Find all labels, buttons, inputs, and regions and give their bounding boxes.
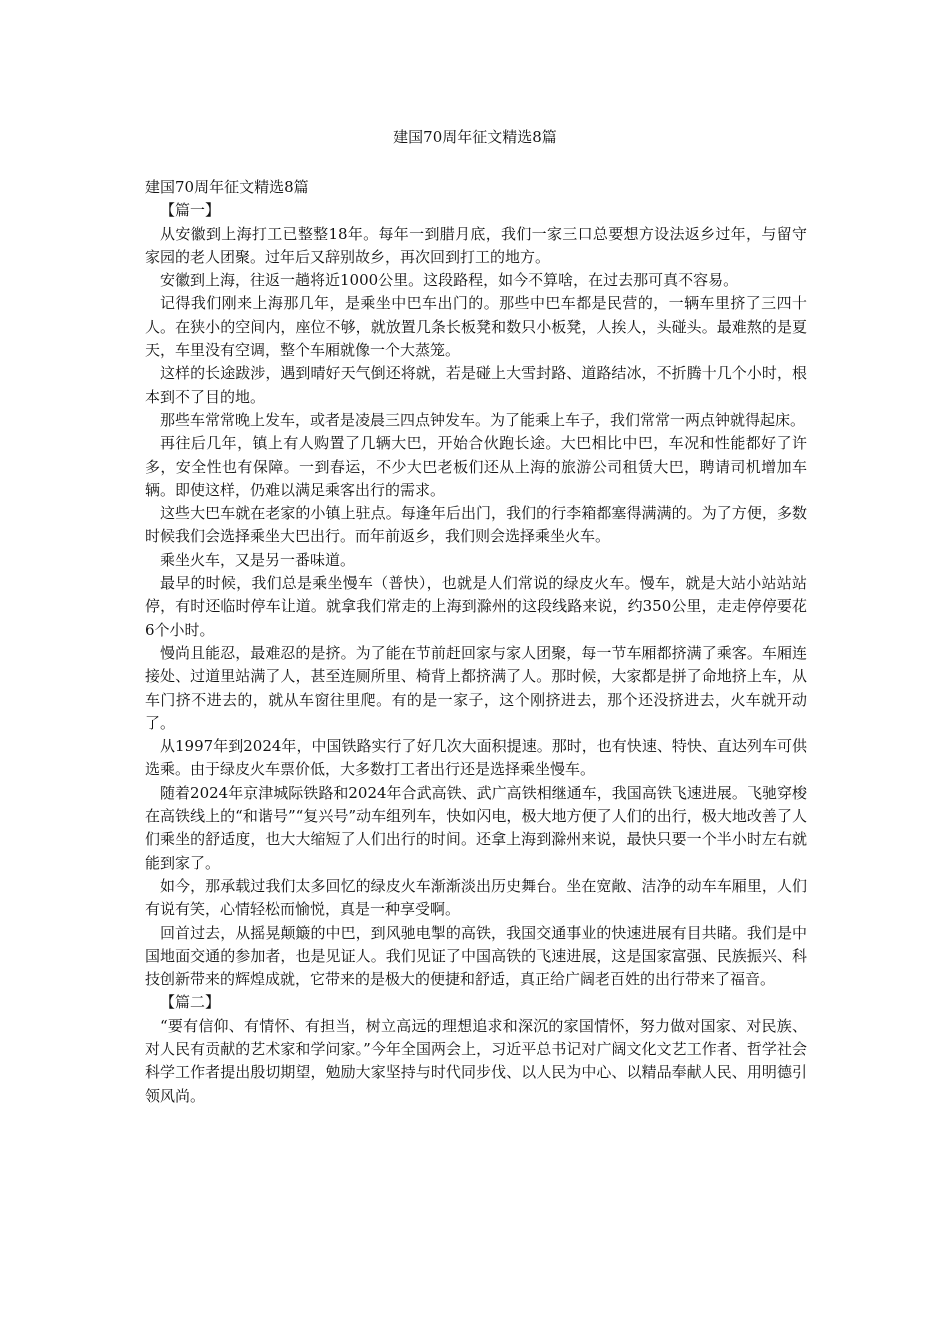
paragraph: 回首过去，从摇晃颠簸的中巴，到风驰电掣的高铁，我国交通事业的快速进展有目共睹。我们是中国地面交通的参加者，也是见证人。我们见证了中国高铁的飞速进展，这是国家富强、民族振兴、科技创新带来的辉煌成就，它带来的是极大的便捷和舒适，真正给广阔老百姓的出行带来了福音。 xyxy=(145,923,807,989)
paragraph: 从安徽到上海打工已整整18年。每年一到腊月底，我们一家三口总要想方设法返乡过年，与留守家园的老人团聚。过年后又辞别故乡，再次回到打工的地方。 xyxy=(145,224,807,266)
paragraph: 再往后几年，镇上有人购置了几辆大巴，开始合伙跑长途。大巴相比中巴，车况和性能都好了许多，安全性也有保障。一到春运，不少大巴老板们还从上海的旅游公司租赁大巴，聘请司机增加车辆。即使这样，仍难以满足乘客出行的需求。 xyxy=(145,434,807,499)
paragraph: 随着2024年京津城际铁路和2024年合武高铁、武广高铁相继通车，我国高铁飞速进展。飞驰穿梭在高铁线上的“和谐号”“复兴号”动车组列车，快如闪电，极大地方便了人们的出行，极大地改善了人们乘坐的舒适度，也大大缩短了人们出行的时间。还拿上海到滁州来说，最快只要一个半小时左右就能到家了。 xyxy=(145,783,807,872)
paragraph: 安徽到上海，往返一趟将近1000公里。这段路程，如今不算啥，在过去那可真不容易。 xyxy=(160,271,739,290)
paragraph: 那些车常常晚上发车，或者是凌晨三四点钟发车。为了能乘上车子，我们常常一两点钟就得起床。 xyxy=(160,410,806,429)
paragraph: 从1997年到2024年，中国铁路实行了好几次大面积提速。那时，也有快速、特快、直达列车可供选乘。由于绿皮火车票价低，大多数打工者出行还是选择乘坐慢车。 xyxy=(145,737,807,779)
paragraph: “要有信仰、有情怀、有担当，树立高远的理想追求和深沉的家国情怀，努力做对国家、对民族、对人民有贡献的艺术家和学问家。”今年全国两会上，习近平总书记对广阔文化文艺工作者、哲学社会科学工作者提出殷切期望，勉励大家坚持与时代同步伐、以人民为中心、以精品奉献人民、用明德引领风尚。 xyxy=(145,1016,807,1105)
paragraph: 这些大巴车就在老家的小镇上驻点。每逢年后出门，我们的行李箱都塞得满满的。为了方便，多数时候我们会选择乘坐大巴出行。而年前返乡，我们则会选择乘坐火车。 xyxy=(145,504,807,546)
document-body xyxy=(145,176,807,1108)
document-subtitle: 建国70周年征文精选8篇 xyxy=(145,178,309,196)
paragraph: 如今，那承载过我们太多回忆的绿皮火车渐渐淡出历史舞台。坐在宽敞、洁净的动车车厢里，人们有说有笑，心情轻松而愉悦，真是一种享受啊。 xyxy=(145,876,807,919)
document-title: 建国70周年征文精选8篇 xyxy=(393,128,557,146)
section-heading: 【篇二】 xyxy=(160,993,221,1012)
paragraph: 最早的时候，我们总是乘坐慢车（普快），也就是人们常说的绿皮火车。慢车，就是大站小站站站停，有时还临时停车让道。就拿我们常走的上海到滁州的这段线路来说，约350公里，走走停停要花6个小时。 xyxy=(145,574,807,639)
paragraph: 这样的长途跋涉，遇到晴好天气倒还将就，若是碰上大雪封路、道路结冰，不折腾十几个小时，根本到不了目的地。 xyxy=(145,364,807,406)
paragraph: 乘坐火车，又是另一番味道。 xyxy=(160,550,356,569)
section-heading: 【篇一】 xyxy=(160,201,221,220)
paragraph: 记得我们刚来上海那几年，是乘坐中巴车出门的。那些中巴车都是民营的，一辆车里挤了三四十人。在狭小的空间内，座位不够，就放置几条长板凳和数只小板凳，人挨人，头碰头。最难熬的是夏天，车里没有空调，整个车厢就像一个大蒸笼。 xyxy=(145,294,807,360)
paragraph: 慢尚且能忍，最难忍的是挤。为了能在节前赶回家与家人团聚，每一节车厢都挤满了乘客。车厢连接处、过道里站满了人，甚至连厕所里、椅背上都挤满了人。那时候，大家都是拼了命地挤上车，从车门挤不进去的，就从车窗往里爬。有的是一家子，这个刚挤进去，那个还没挤进去，火车就开动了。 xyxy=(145,643,807,732)
